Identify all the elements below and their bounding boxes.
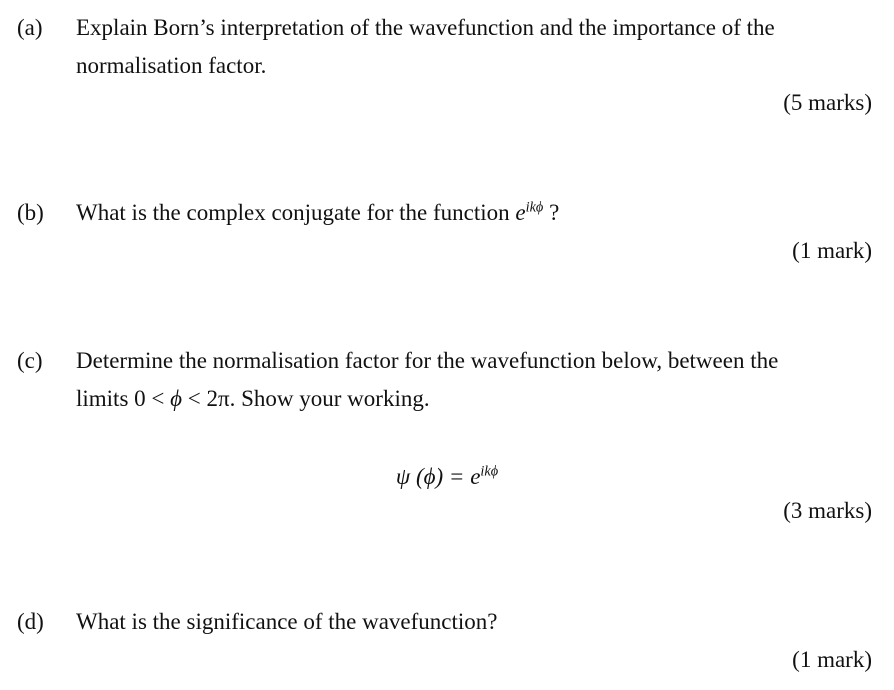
- question-c-text: [76, 342, 866, 418]
- equation-lhs: ψ (ϕ) =: [395, 464, 471, 489]
- question-c-phi: ϕ: [170, 386, 183, 411]
- question-c-line-2: [76, 380, 866, 418]
- question-b-text: [76, 194, 866, 232]
- question-b-label: (b): [17, 200, 44, 225]
- question-c-marks: (3 marks): [783, 498, 872, 523]
- question-b-math-base: e: [515, 200, 526, 225]
- question-a-line-2: normalisation factor.: [76, 53, 267, 78]
- question-c-line-2-prefix: limits 0 <: [76, 386, 171, 411]
- question-a-label: (a): [17, 15, 43, 40]
- wavefunction-equation: [0, 462, 894, 492]
- question-b-math-exponent: ikϕ: [525, 199, 544, 216]
- question-b-marks: (1 mark): [792, 238, 872, 263]
- question-a-text: [76, 9, 866, 85]
- question-d-label: (d): [17, 609, 44, 634]
- question-d-text: What is the significance of the wavefunction?: [76, 609, 498, 634]
- question-a-marks: (5 marks): [783, 90, 872, 115]
- question-c-line-2-suffix: < 2π. Show your working.: [182, 386, 430, 411]
- question-c-label: (c): [17, 348, 43, 373]
- question-b-text-after: ?: [543, 200, 560, 225]
- question-a-line-1: Explain Born’s interpretation of the wavefunction and the importance of the: [76, 15, 775, 40]
- question-d-marks: (1 mark): [792, 647, 872, 672]
- equation-exponent: ikϕ: [480, 463, 499, 480]
- question-c-line-1: Determine the normalisation factor for the wavefunction below, between the: [76, 348, 779, 373]
- question-b-text-before: What is the complex conjugate for the function: [76, 200, 516, 225]
- equation-base: e: [470, 464, 481, 489]
